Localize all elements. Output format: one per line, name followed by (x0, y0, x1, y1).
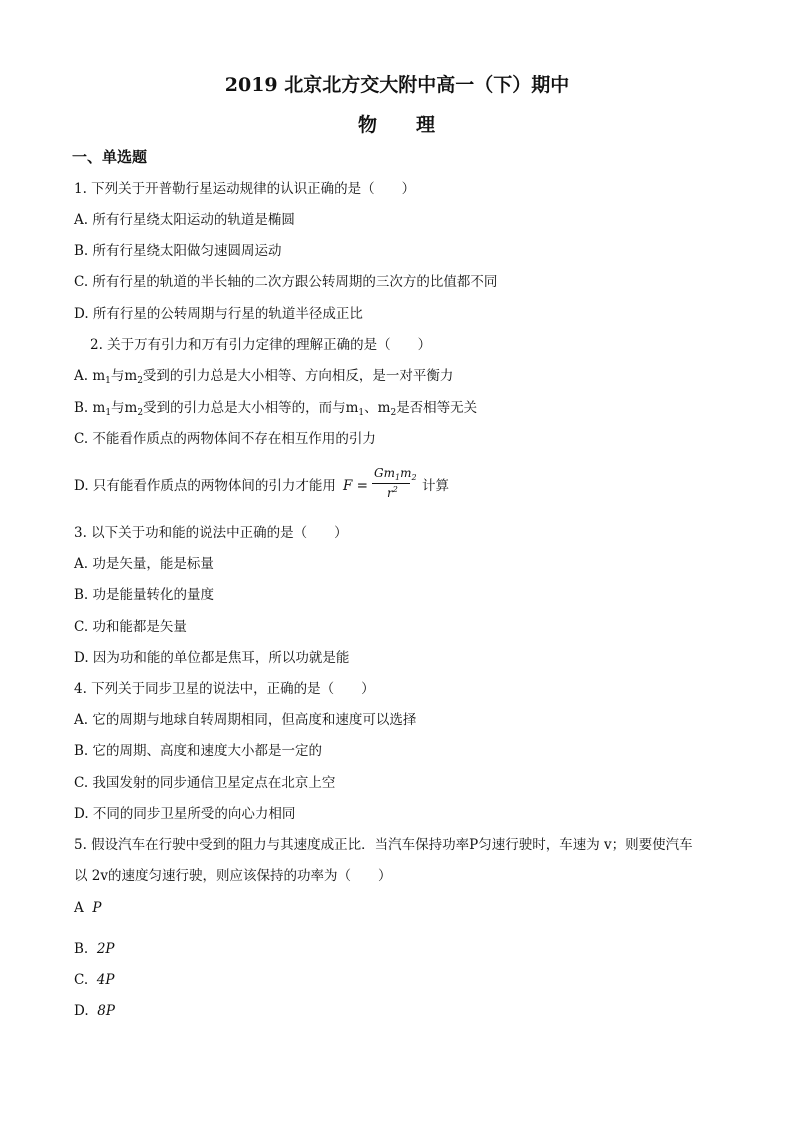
q2-option-b: B. $m_1$与$m_2$受到的引力总是大小相等的，而与$m_1$、$m_2$是否相等无关 (74, 400, 478, 418)
fraction-bar (372, 483, 410, 484)
q4-option-b: B. 它的周期、高度和速度大小都是一定的 (74, 743, 323, 759)
q2-formula-fraction (372, 466, 417, 506)
q5-option-b: B. 2P (74, 941, 115, 957)
q3-stem: 3. 以下关于功和能的说法中正确的是（ ） (74, 525, 348, 541)
q1-option-a: A. 所有行星绕太阳运动的轨道是椭圆 (74, 212, 295, 228)
section-heading: 一、单选题 (72, 148, 148, 166)
q2-option-a: A. $m_1$与$m_2$受到的引力总是大小相等、方向相反，是一对平衡力 (74, 368, 454, 386)
subject-char-2: 理 (416, 114, 436, 136)
q3-option-b: B. 功是能量转化的量度 (74, 587, 215, 603)
q1-option-c: C. 所有行星的轨道的半长轴的二次方跟公转周期的三次方的比值都不同 (74, 274, 498, 290)
q1-option-b: B. 所有行星绕太阳做匀速圆周运动 (74, 243, 282, 259)
q5-stem-line-1: 5. 假设汽车在行驶中受到的阻力与其速度成正比．当汽车保持功率P匀速行驶时，车速为 v；则要使汽车 (74, 837, 693, 853)
q2-option-c: C. 不能看作质点的两物体间不存在相互作用的引力 (74, 431, 376, 447)
q3-option-d: D. 因为功和能的单位都是焦耳，所以功就是能 (74, 650, 350, 666)
q5-option-d: D. 8P (74, 1003, 115, 1019)
q2-stem: 2. 关于万有引力和万有引力定律的理解正确的是（ ） (90, 337, 432, 353)
formula-denominator: $r^2$ (387, 485, 398, 500)
q4-option-a: A. 它的周期与地球自转周期相同，但高度和速度可以选择 (74, 712, 417, 728)
q3-option-c: C. 功和能都是矢量 (74, 619, 187, 635)
q3-option-a: A. 功是矢量，能是标量 (74, 556, 214, 572)
q4-option-d: D. 不同的同步卫星所受的向心力相同 (74, 806, 296, 822)
q5-stem-line-2: 以 2v的速度匀速行驶，则应该保持的功率为（ ） (74, 868, 392, 884)
q5-option-c: C. 4P (74, 972, 115, 988)
subject-char-1: 物 (358, 114, 378, 136)
q2-option-d-suffix: 计算 (422, 478, 449, 494)
exam-title: 2019 北京北方交大附中高一（下）期中 (224, 74, 570, 96)
q1-stem: 1. 下列关于开普勒行星运动规律的认识正确的是（ ） (74, 181, 416, 197)
q4-option-c: C. 我国发射的同步通信卫星定点在北京上空 (74, 775, 336, 791)
q1-option-d: D. 所有行星的公转周期与行星的轨道半径成正比 (74, 306, 363, 322)
formula-numerator: $Gm_1m_2$ (374, 466, 417, 482)
q5-option-a: A P (74, 900, 102, 916)
q4-stem: 4. 下列关于同步卫星的说法中，正确的是（ ） (74, 681, 375, 697)
q2-option-d-text: D. 只有能看作质点的两物体间的引力才能用 (74, 478, 336, 494)
q2-formula-lhs: F = (343, 478, 368, 494)
